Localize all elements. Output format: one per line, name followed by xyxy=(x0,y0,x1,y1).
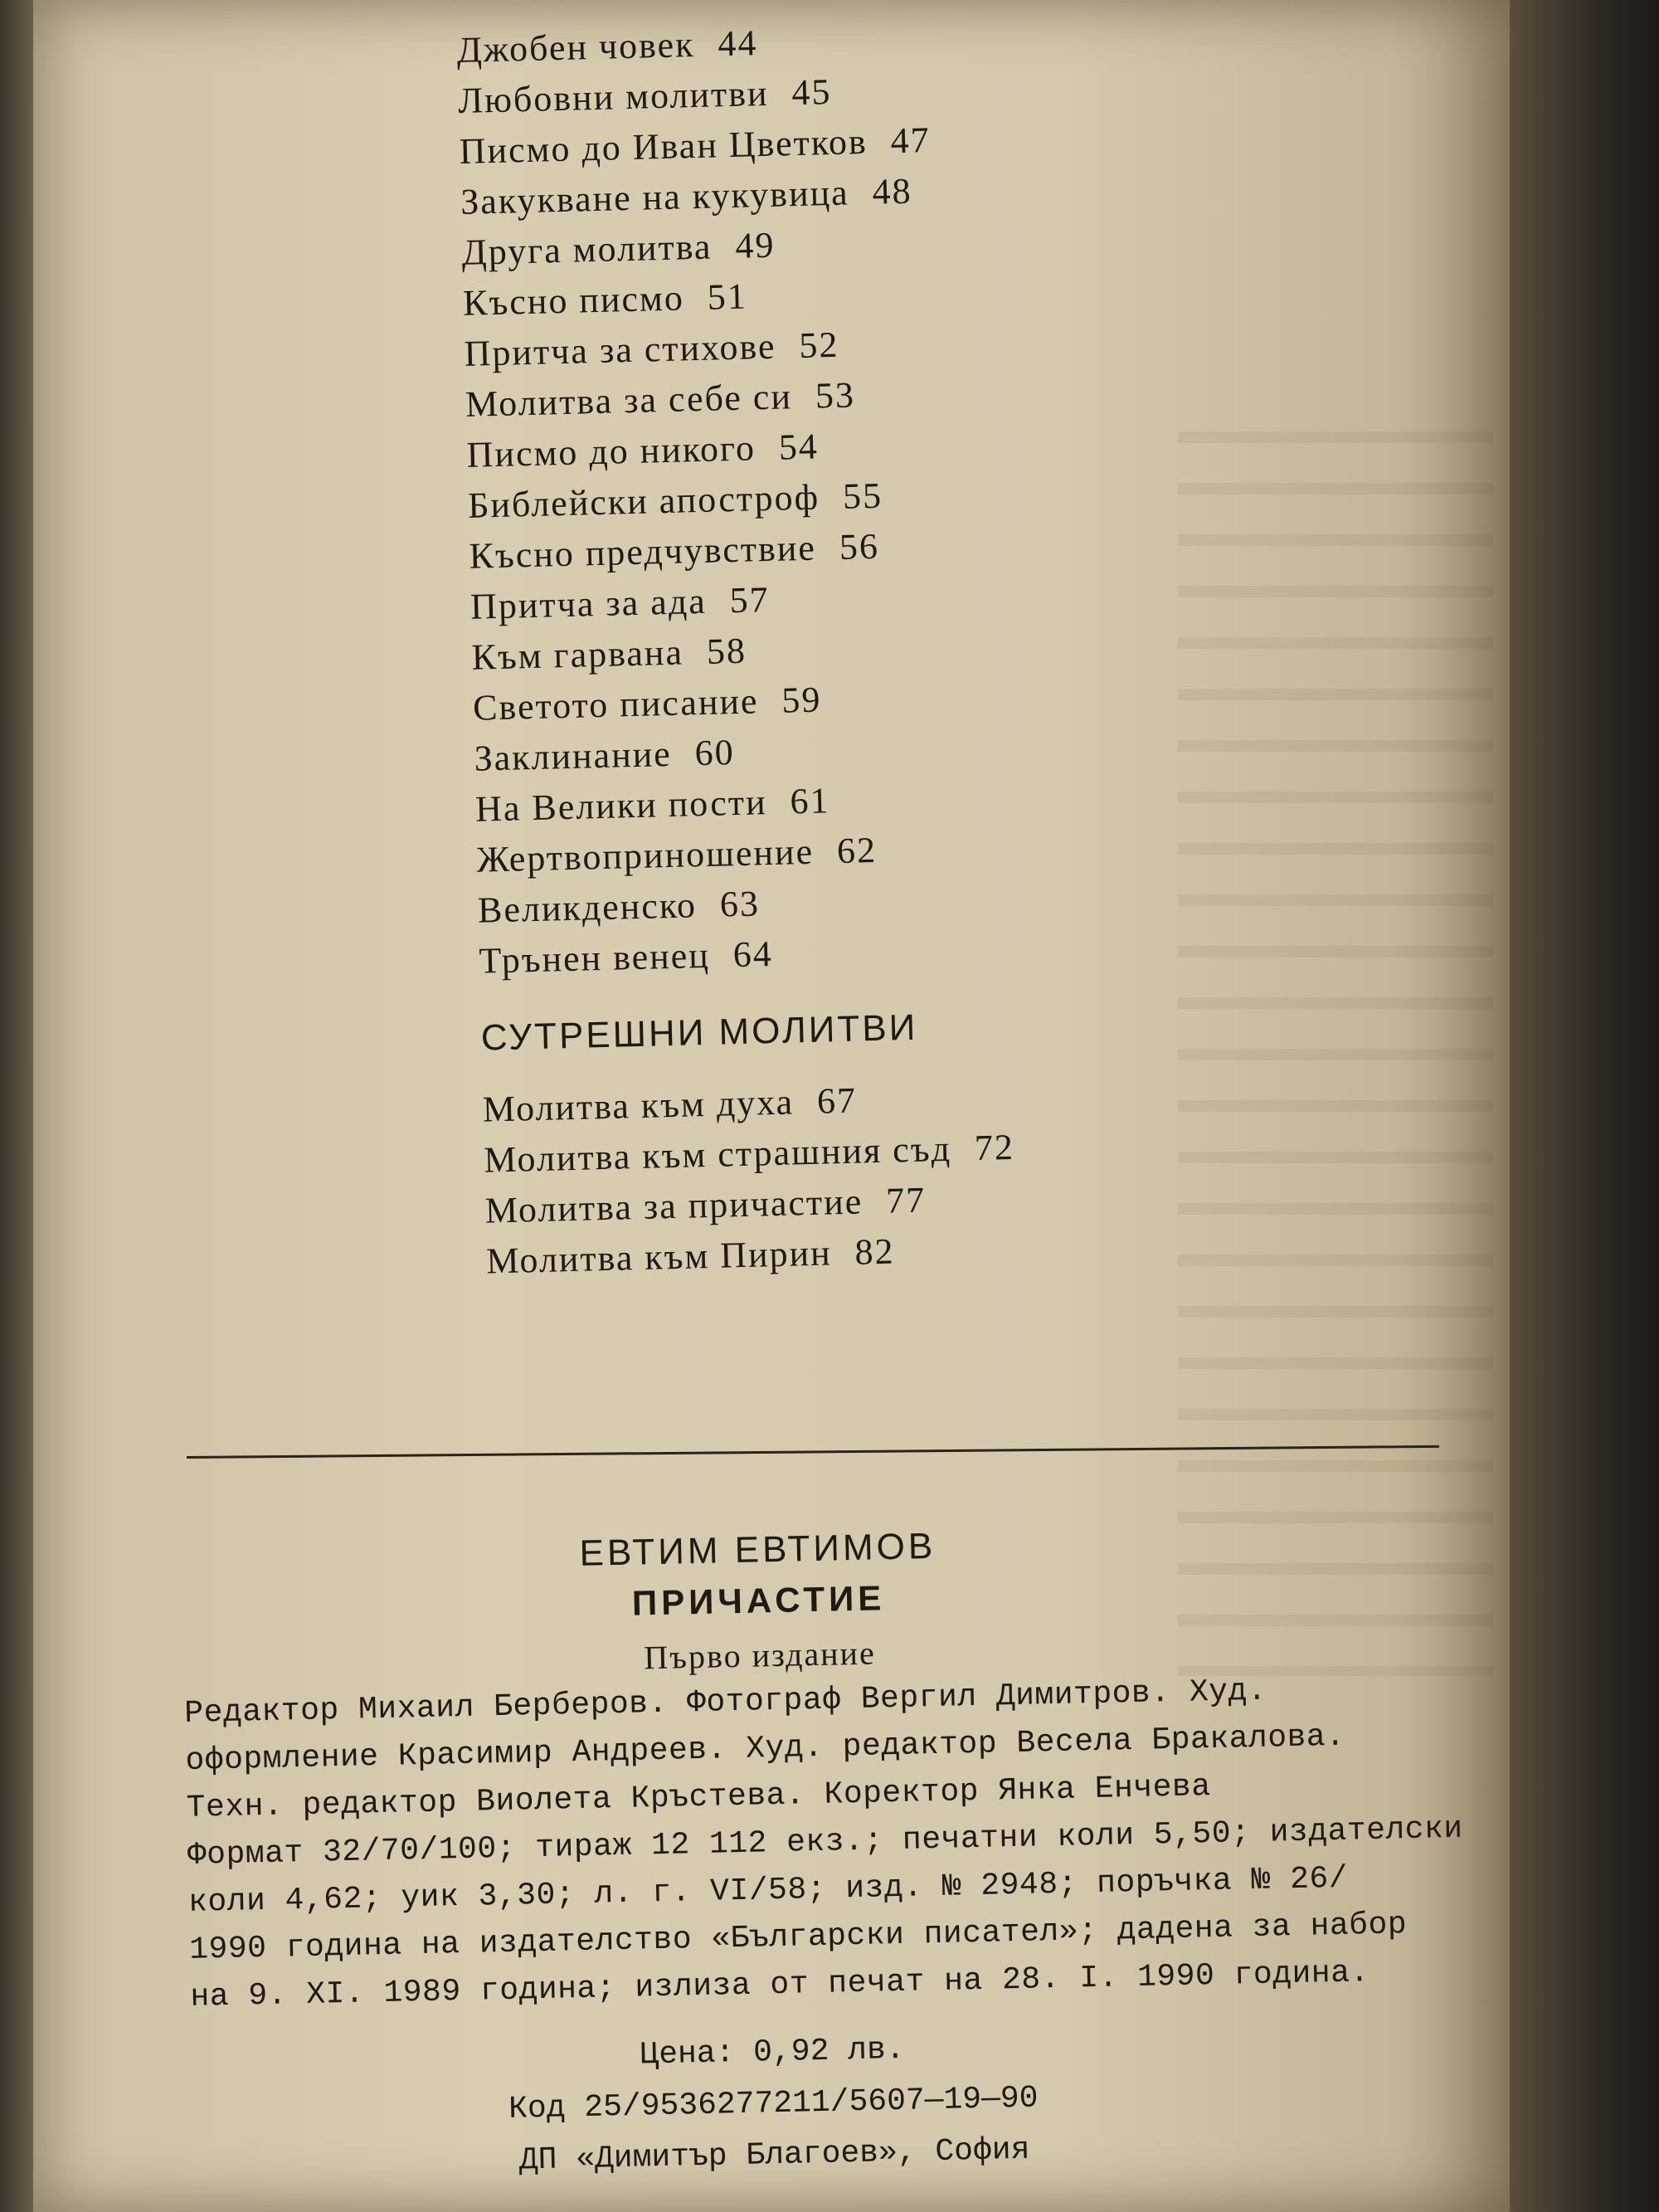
credit-line: Формат 32/70/100; тираж 12 112 екз.; печатни коли 5,50; издателски xyxy=(187,1810,1464,1873)
toc-entry-page: 47 xyxy=(890,119,932,162)
toc-entry-title: Любовни молитви xyxy=(457,72,770,121)
toc-entry-page: 48 xyxy=(871,170,913,212)
toc-entry-title: Светото писание xyxy=(472,680,760,728)
show-through-text xyxy=(1178,431,1493,1676)
toc-entry-page: 54 xyxy=(778,426,820,468)
toc-entry-title: Молитва за причастие xyxy=(484,1181,864,1231)
toc-entry-title: Молитва към духа xyxy=(482,1081,795,1130)
toc-entry-title: Библейски апостроф xyxy=(467,476,820,526)
toc-entry-page: 72 xyxy=(974,1126,1015,1169)
toc-entry-title: Писмо до никого xyxy=(466,427,757,475)
credit-line: коли 4,62; уик 3,30; л. г. VI/58; изд. № 2948; поръчка № 26/ xyxy=(187,1860,1349,1921)
credit-line: оформление Красимир Андреев. Худ. редактор Весела Бракалова. xyxy=(185,1718,1345,1779)
toc-entry-title: Джобен човек xyxy=(456,23,696,71)
toc-entry-title: Молитва за себе си xyxy=(465,376,793,425)
credit-line: Техн. редактор Виолета Кръстева. Коректор Янка Енчева xyxy=(186,1769,1212,1826)
toc-entry-page: 44 xyxy=(717,22,759,65)
toc-entry-title: Трънен венец xyxy=(478,934,711,982)
toc-entry-title: Молитва към страшния съд xyxy=(483,1128,952,1181)
book-gutter-left xyxy=(0,0,33,2212)
edition-label: Първо издание xyxy=(643,1634,877,1677)
toc-entry-page: 55 xyxy=(842,475,883,517)
toc-entry-page: 77 xyxy=(885,1179,927,1221)
toc-entry-page: 58 xyxy=(706,630,747,672)
toc-list-main xyxy=(456,12,1010,986)
credit-line: Редактор Михаил Берберов. Фотограф Вергил Димитров. Худ. xyxy=(183,1673,1267,1732)
book-title: ПРИЧАСТИЕ xyxy=(631,1578,886,1623)
toc-entry-page: 57 xyxy=(729,578,771,621)
toc-entry-title: Към гарвана xyxy=(471,631,684,678)
toc-entry-title: На Велики пости xyxy=(474,782,768,830)
credit-line: 1990 година на издателство «Български писател»; дадена за набор xyxy=(188,1907,1408,1968)
price: Цена: 0,92 лв. xyxy=(639,2031,906,2073)
toc-entry-page: 62 xyxy=(836,829,878,872)
colophon xyxy=(181,1515,1463,2194)
toc-entry-page: 53 xyxy=(815,374,856,417)
book-edge-right xyxy=(1510,0,1659,2212)
toc-entry-page: 63 xyxy=(719,883,761,925)
toc-entry-page: 82 xyxy=(854,1230,896,1273)
section-title: СУТРЕШНИ МОЛИТВИ xyxy=(480,1006,918,1059)
toc-entry-page: 64 xyxy=(732,933,774,976)
toc-entry-title: Късно предчувствие xyxy=(469,527,817,577)
toc-entry-title: Притча за ада xyxy=(469,580,708,627)
credit-line: на 9. XI. 1989 година; излиза от печат на 28. I. 1990 година. xyxy=(190,1955,1370,2015)
price-block xyxy=(192,2015,1356,2194)
toc-entry-page: 49 xyxy=(734,224,776,266)
credits-block xyxy=(183,1664,1464,2021)
toc-entry-page: 60 xyxy=(694,732,736,774)
toc-entry-title: Притча за стихове xyxy=(464,325,776,374)
toc-entry-page: 51 xyxy=(707,275,748,318)
toc-entry-page: 59 xyxy=(781,679,823,721)
toc-entry-page: 67 xyxy=(816,1079,858,1122)
toc-entry-page: 56 xyxy=(839,525,880,568)
toc-entry-title: Закукване на кукувица xyxy=(460,172,850,222)
author-name: ЕВТИМ ЕВТИМОВ xyxy=(579,1525,937,1574)
toc-entry-title: Друга молитва xyxy=(461,226,713,273)
toc-entry-title: Заклинание xyxy=(474,733,673,779)
toc-entry-page: 52 xyxy=(798,324,839,367)
printer-name: ДП «Димитър Благоев», София xyxy=(518,2132,1030,2179)
toc-entry-page: 45 xyxy=(791,71,832,114)
toc-entry-title: Жертвоприношение xyxy=(475,831,815,880)
product-code: Код 25/9536277211/5607—19—90 xyxy=(508,2080,1039,2127)
toc-entry-title: Великденско xyxy=(477,884,698,931)
toc-entry-title: Писмо до Иван Цветков xyxy=(459,120,868,172)
toc-list-morning-prayers xyxy=(482,1071,1017,1287)
toc-entry-page: 61 xyxy=(789,780,831,822)
toc-entry-title: Молитва към Пирин xyxy=(485,1232,833,1282)
table-of-contents xyxy=(456,12,1018,1286)
toc-entry-title: Късно писмо xyxy=(462,277,685,324)
